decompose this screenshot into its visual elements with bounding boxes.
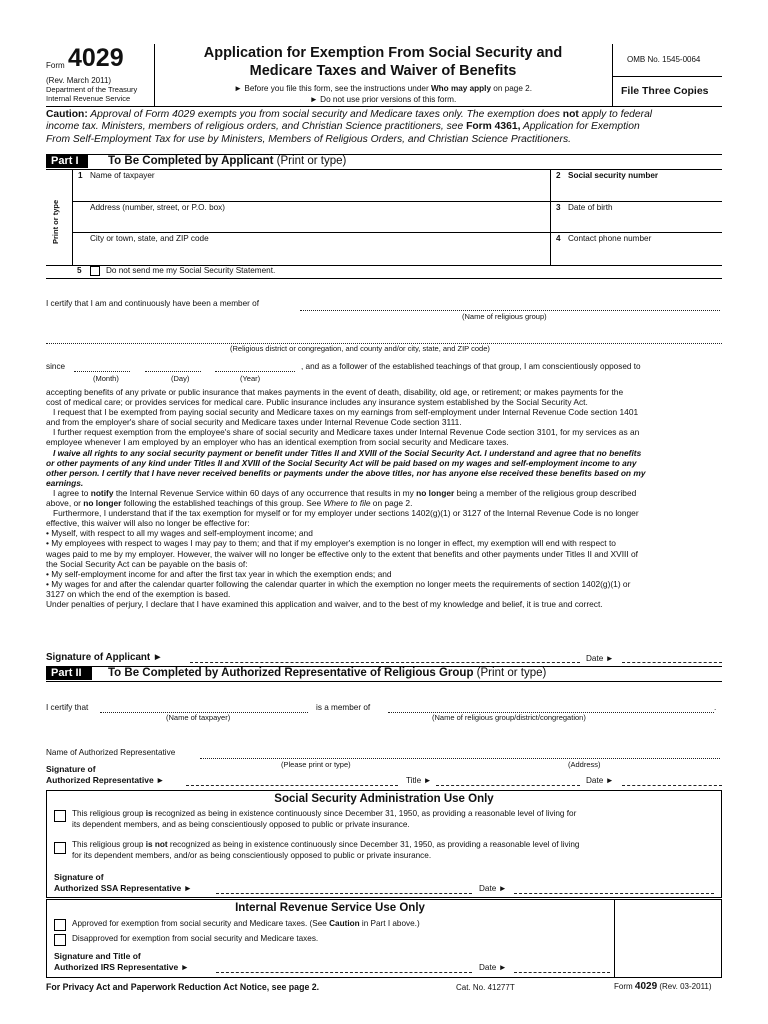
- ssa-signature-label2: Authorized SSA Representative ►: [54, 883, 192, 893]
- irs-disapproved-text: Disapproved for exemption from social security and Medicare taxes.: [72, 934, 319, 943]
- rep-date-label: Date ►: [586, 776, 614, 785]
- city-state-zip-label: City or town, state, and ZIP code: [90, 234, 209, 243]
- form-title-line1: Application for Exemption From Social Security and: [203, 45, 563, 61]
- irs-signature-label1: Signature and Title of: [54, 951, 141, 961]
- rep-name-line[interactable]: [200, 758, 720, 759]
- rep-date-line[interactable]: [622, 785, 722, 786]
- irs-date-label: Date ►: [479, 963, 507, 972]
- dob-field[interactable]: [552, 212, 720, 232]
- address-caption: (Address): [568, 760, 601, 769]
- irs-disapproved-checkbox[interactable]: [54, 934, 66, 946]
- taxpayer-name-field[interactable]: [74, 180, 548, 200]
- rep-title-line[interactable]: [436, 785, 580, 786]
- part1-title: To Be Completed by Applicant (Print or type): [108, 155, 347, 167]
- city-state-zip-field[interactable]: [74, 243, 548, 263]
- rep-signature-label1: Signature of: [46, 764, 96, 774]
- address-label: Address (number, street, or P.O. box): [90, 203, 225, 212]
- agency: Internal Revenue Service: [46, 94, 131, 103]
- ssa-signature-line[interactable]: [216, 893, 472, 894]
- form-word: Form: [46, 61, 65, 70]
- rep-name-label: Name of Authorized Representative: [46, 748, 176, 757]
- ssa-recognized-text: This religious group is recognized as being in existence continuously since December 31, 1950, as providing a reasonable level of living for its dependent members, and as being conscientiously opposed to public or private insurance.: [72, 809, 577, 829]
- ssa-date-label: Date ►: [479, 884, 507, 893]
- ssa-signature-label1: Signature of: [54, 872, 104, 882]
- caution-notice: Caution: Approval of Form 4029 exempts you from social security and Medicare taxes only. The exemption does not apply to federal income tax. Ministers, members of religious orders, and Christian Science practitioners, see Form 4361, Application for Exemption From Self-Employment Tax for use by Ministers, Members of Religious Orders, and Christian Science Practitioners.: [46, 109, 653, 145]
- rep-title-label: Title ►: [406, 776, 432, 785]
- irs-approved-checkbox[interactable]: [54, 919, 66, 931]
- revision-date: (Rev. March 2011): [46, 76, 112, 85]
- day-caption: (Day): [171, 374, 190, 383]
- since-day-line[interactable]: [145, 371, 201, 372]
- irs-heading: Internal Revenue Service Use Only: [235, 902, 425, 914]
- year-caption: (Year): [240, 374, 261, 383]
- taxpayer-name-label: Name of taxpayer: [90, 171, 155, 180]
- ssa-not-recognized-text: This religious group is not recognized as being in existence continuously since December 31, 1950, as providing a reasonable level of living for its dependent members, and/or as being conscientiously opposed to public or private insurance.: [72, 840, 580, 860]
- part2-member-text: is a member of: [316, 703, 371, 712]
- applicant-signature-line[interactable]: [190, 662, 580, 663]
- omb-number: OMB No. 1545-0064: [627, 55, 701, 64]
- religious-group-line[interactable]: [300, 310, 720, 311]
- ssn-field[interactable]: [552, 180, 720, 200]
- phone-label: Contact phone number: [568, 234, 652, 243]
- part2-title: To Be Completed by Authorized Representative of Religious Group (Print or type): [108, 667, 547, 679]
- applicant-date-line[interactable]: [622, 662, 722, 663]
- no-ss-statement-checkbox[interactable]: [90, 266, 100, 276]
- follower-text: , and as a follower of the established teachings of that group, I am conscientiously opposed to: [301, 362, 641, 371]
- file-three-copies: File Three Copies: [621, 85, 709, 97]
- applicant-signature-label: Signature of Applicant ►: [46, 652, 163, 663]
- part2-taxpayer-caption: (Name of taxpayer): [166, 713, 231, 722]
- month-caption: (Month): [93, 374, 119, 383]
- ssn-label: Social security number: [568, 171, 659, 180]
- catalog-number: Cat. No. 41277T: [456, 983, 515, 992]
- since-month-line[interactable]: [74, 371, 130, 372]
- privacy-notice: For Privacy Act and Paperwork Reduction Act Notice, see page 2.: [46, 982, 320, 992]
- dob-label: Date of birth: [568, 203, 613, 212]
- phone-field[interactable]: [552, 243, 720, 263]
- address-field[interactable]: [74, 212, 548, 232]
- irs-signature-label2: Authorized IRS Representative ►: [54, 962, 189, 972]
- irs-signature-line[interactable]: [216, 972, 472, 973]
- ssa-heading: Social Security Administration Use Only: [274, 793, 494, 805]
- irs-approved-text: Approved for exemption from social security and Medicare taxes. (See Caution in Part I above.): [72, 919, 420, 928]
- ssa-date-line[interactable]: [514, 893, 714, 894]
- rep-signature-line[interactable]: [186, 785, 398, 786]
- ssa-not-recognized-checkbox[interactable]: [54, 842, 66, 854]
- district-caption: (Religious district or congregation, and county and/or city, state, and ZIP code): [230, 344, 490, 353]
- part2-group-caption: (Name of religious group/district/congregation): [432, 713, 586, 722]
- instructions-line2: ► Do not use prior versions of this form.: [309, 95, 457, 104]
- footer-form-id: Form 4029 (Rev. 03-2011): [614, 981, 712, 992]
- ssa-recognized-checkbox[interactable]: [54, 810, 66, 822]
- form-number: 4029: [68, 44, 124, 72]
- since-year-line[interactable]: [215, 371, 295, 372]
- applicant-date-label: Date ►: [586, 654, 614, 663]
- rep-signature-label2: Authorized Representative ►: [46, 775, 165, 785]
- form-title-line2: Medicare Taxes and Waiver of Benefits: [249, 63, 517, 79]
- religious-group-caption: (Name of religious group): [462, 312, 547, 321]
- instructions-line1: ► Before you file this form, see the instructions under Who may apply on page 2.: [233, 84, 532, 93]
- certify-member-text: I certify that I am and continuously have been a member of: [46, 299, 259, 308]
- certification-body: accepting benefits of any private or public insurance that makes payments in the event of death, disability, old age, or retirement; or makes payments for the cost of medical care; or provides services for medical care. Public insurance includes any insurance system established by the Social Security Act. I request that I be exempted from paying social security and Medicare taxes on my earnings from self-employment under Internal Revenue Code section 1401 and from the employer's share of social security and Medicare taxes under Internal Revenue Code section 3111. I further request exemption from the employee's share of social security and Medicare taxes under Internal Revenue Code section 3101, for my services as an employee whenever I am employed by an employer who has an identical exemption from social security and Medicare taxes. I waive all rights to any social security payment or benefit under Titles II and XVIII of the Social Security Act. I understand and agree that no benefits or other payments of any kind under Titles II and XVIII of the Social Security Act will be paid based on my wages and self-employment income to any other person. I certify that I have never received benefits or payments under the above titles, nor has anyone else received these benefits based on my earnings. I agree to notify the Internal Revenue Service within 60 days of any occurrence that results in my no longer being a member of the religious group described above, or no longer following the established teachings of this group. See Where to file on page 2. Furthermore, I understand that if the tax exemption for myself or for my employer under sections 1402(g)(1) or 3127 of the Internal Revenue Code is no longer effective, this waiver will also no longer be effective for: • Myself, with respect to all my wages and self-employment income; and • My employees with respect to wages I may pay to them; and that if my employer's exemption is no longer in effect, my exemption will end with respect to wages paid to me by my employer. However, the waiver will no longer be effective only to the extent that benefits and other payments under Titles II and XVIII of the Social Security Act can be payable on the basis of: • My self-employment income for and after the first tax year in which the exemption ends; and • My wages for and after the calendar quarter following the calendar quarter in which the exemption no longer meets the requirements of section 1402(g)(1) or 3127 on which the end of the exemption is based. Under penalties of perjury, I declare that I have examined this application and waiver, and to the best of my knowledge and belief, it is true and correct.: [46, 387, 646, 609]
- part2-tag: Part II: [46, 667, 92, 680]
- print-type-caption: (Please print or type): [281, 760, 351, 769]
- since-text: since: [46, 362, 66, 371]
- part1-tag: Part I: [46, 155, 88, 168]
- department: Department of the Treasury: [46, 85, 138, 94]
- print-or-type-side: Print or type: [51, 199, 60, 244]
- no-ss-statement-label: Do not send me my Social Security Statement.: [106, 266, 276, 275]
- part2-certify-text: I certify that: [46, 703, 89, 712]
- irs-date-line[interactable]: [514, 972, 610, 973]
